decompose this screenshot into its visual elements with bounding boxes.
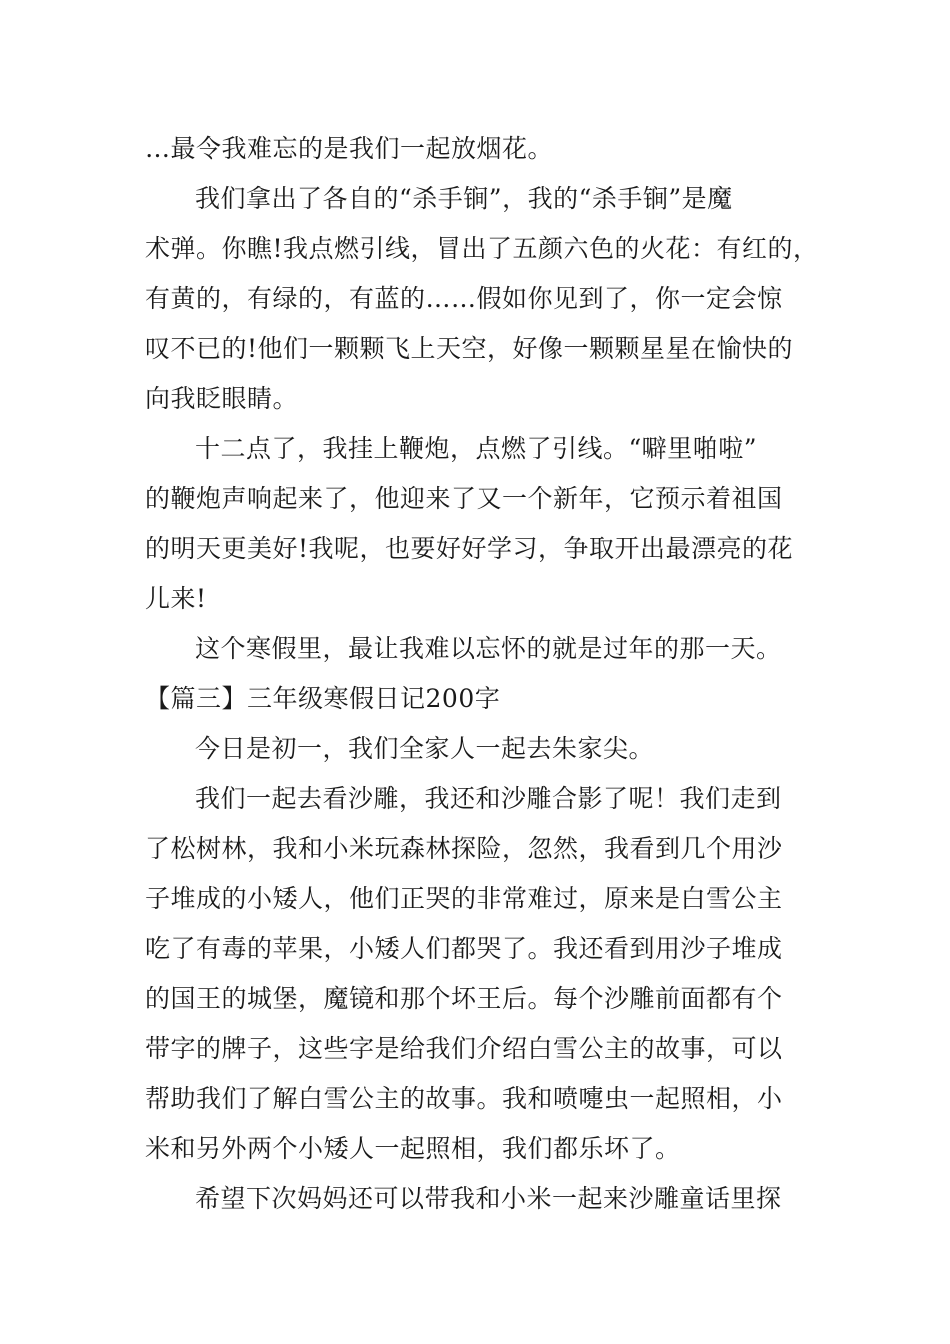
text-line: 的国王的城堡，魔镜和那个坏王后。每个沙雕前面都有个 bbox=[145, 984, 783, 1013]
text-line: …最令我难忘的是我们一起放烟花。 bbox=[145, 134, 554, 163]
paragraph-first-line: 我们一起去看沙雕，我还和沙雕合影了呢！我们走到 bbox=[195, 784, 782, 813]
text-line: 的鞭炮声响起来了，他迎来了又一个新年，它预示着祖国 bbox=[145, 484, 783, 513]
text-line: 子堆成的小矮人，他们正哭的非常难过，原来是白雪公主 bbox=[145, 884, 783, 913]
paragraph-first-line: 希望下次妈妈还可以带我和小米一起来沙雕童话里探 bbox=[195, 1184, 782, 1213]
text-line: 叹不已的!他们一颗颗飞上天空，好像一颗颗星星在愉快的 bbox=[145, 334, 794, 363]
text-line: 术弹。你瞧!我点燃引线，冒出了五颜六色的火花：有红的， bbox=[145, 234, 819, 263]
paragraph-first-line: 这个寒假里，最让我难以忘怀的就是过年的那一天。 bbox=[195, 634, 782, 663]
text-line: 了松树林，我和小米玩森林探险，忽然，我看到几个用沙 bbox=[145, 834, 783, 863]
section-heading: 【篇三】三年级寒假日记200字 bbox=[145, 684, 501, 713]
paragraph-first-line: 十二点了，我挂上鞭炮，点燃了引线。“噼里啪啦” bbox=[195, 434, 758, 463]
text-line: 米和另外两个小矮人一起照相，我们都乐坏了。 bbox=[145, 1134, 681, 1163]
paragraph-first-line: 今日是初一，我们全家人一起去朱家尖。 bbox=[195, 734, 655, 763]
text-line: 向我眨眼睛。 bbox=[145, 384, 299, 413]
text-line: 儿来! bbox=[145, 584, 207, 613]
text-line: 帮助我们了解白雪公主的故事。我和喷嚏虫一起照相，小 bbox=[145, 1084, 783, 1113]
text-line: 吃了有毒的苹果，小矮人们都哭了。我还看到用沙子堆成 bbox=[145, 934, 783, 963]
text-line: 的明天更美好!我呢，也要好好学习，争取开出最漂亮的花 bbox=[145, 534, 794, 563]
text-line: 有黄的，有绿的，有蓝的……假如你见到了，你一定会惊 bbox=[145, 284, 783, 313]
paragraph-first-line: 我们拿出了各自的“杀手锏”，我的“杀手锏”是魔 bbox=[195, 184, 733, 213]
text-line: 带字的牌子，这些字是给我们介绍白雪公主的故事，可以 bbox=[145, 1034, 783, 1063]
